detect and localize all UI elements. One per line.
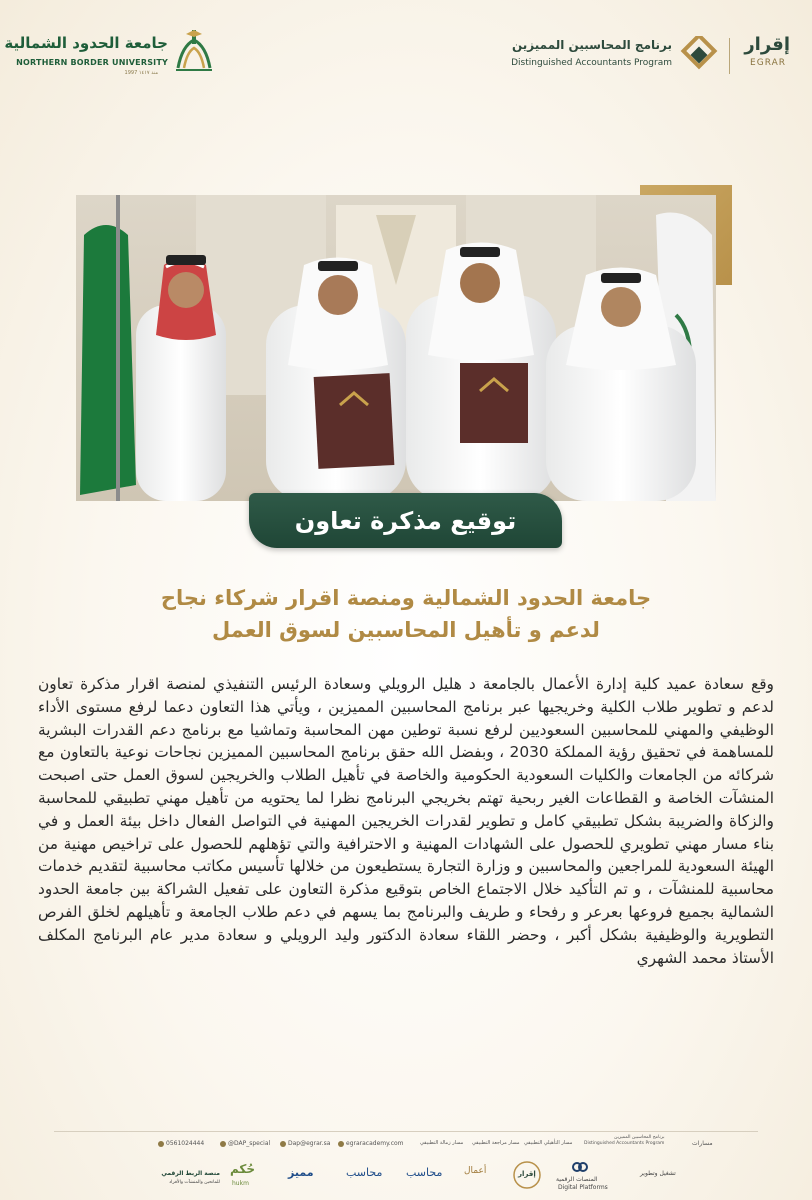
- contact-handle-text: @DAP_special: [228, 1140, 271, 1147]
- partner-logo-7: [512, 1160, 546, 1194]
- partner-logo-6: [464, 1160, 508, 1194]
- northern-border-university-logo: [4, 28, 220, 78]
- track-logo-1: [420, 1140, 463, 1146]
- partner-logo-1: [160, 1160, 220, 1194]
- partner-6-name: أعمال: [464, 1166, 487, 1176]
- signing-photo-illustration: [76, 195, 716, 501]
- globe-icon: [338, 1141, 344, 1147]
- mail-icon: [280, 1141, 286, 1147]
- contact-website-text: egraracademy.com: [346, 1140, 404, 1147]
- footer-partners: [161, 1160, 720, 1196]
- digital-platforms-icon: [572, 1160, 588, 1174]
- partner-9-name: تشغيل وتطوير: [640, 1170, 676, 1177]
- article-body: وقع سعادة عميد كلية إدارة الأعمال بالجامعة د هليل الرويلي وسعادة الرئيس التنفيذي لمنصة اقرار مذكرة تعاون لدعم و تطوير طلاب الكلية وخريجيها عبر برنامج المحاسبين المميزين ، ويأتي هذا التعاون دعما لرفع مستوى الأداء الوظيفي والمهني للمحاسبين السعوديين لرفع نسبة توطين مهن المحاسبة وتماشيا مع برنامج دعم القدرات البشرية للمساهمة في تحقيق رؤية المملكة 2030 ، وبفضل الله حقق برنامج المحاسبين المميزين نجاحات نوعية بالتعاون مع شركائه من الجامعات والكليات السعودية الحكومية والخاصة في تأهيل الطلاب والخريجين لسوق العمل حتى اصبحت المنشآت الخاصة و القطاعات الغير ربحية تهتم بخريجي البرنامج نظرا لما يحتويه من تأهيل مهني تطبيقي للمحاسبة والزكاة والضريبة بشكل تطبيقي كامل و تطوير لقدرات الخريجين المهنية في التواصل الفعال داخل بيئة العمل و في بناء مسار مهني تطويري للحصول على الشهادات المهنية و الاحترافية والتي تؤهلهم للحصول على تراخيص مهنية من الهيئة السعودية للمراجعين والمحاسبين و وزارة التجارة يستطيعون من خلالها تأسيس مكاتب محاسبية لتقديم خدمات محاسبية للمنشآت ، و تم التأكيد خلال الاجتماع الخاص بتوقيع مذكرة التعاون على تفعيل الشراكة بين جامعة الحدود الشمالية بجميع فروعها بعرعر و رفحاء و طريف والبرنامج بما يسهم في دعم طلاب الجامعة و تأهيلهم لخلق الفرص التطويرية والوظيفية بشكل أكبر ، وحضر اللقاء سعادة الدكتور وليد الرويلي و سعادة مدير عام البرنامج المكلف الأستاذ محمد الشهري: [38, 675, 774, 967]
- partner-logo-4: [346, 1160, 388, 1194]
- track-1-name: زمالة التطبيقي: [420, 1140, 451, 1146]
- track-4-top: برنامج المحاسبين المميزين: [614, 1135, 665, 1140]
- partner-logo-3: [288, 1160, 328, 1194]
- track-4-name: Distinguished Accountants Program: [584, 1141, 665, 1146]
- partner-2-sub: hukm: [232, 1180, 249, 1187]
- header: [0, 0, 812, 110]
- partner-8-sub: Digital Platforms: [558, 1184, 608, 1191]
- phone-icon: [158, 1141, 164, 1147]
- partner-5-name: محاسب: [406, 1166, 443, 1179]
- program-name-en: Distinguished Accountants Program: [511, 58, 672, 68]
- partner-4-name: محاسب: [346, 1166, 383, 1179]
- university-name-ar: جامعة الحدود الشمالية: [4, 34, 168, 52]
- footer-divider: [54, 1131, 758, 1132]
- track-logo-3: [524, 1140, 572, 1146]
- track-logo-2: [472, 1140, 520, 1146]
- partner-3-name: مميز: [288, 1166, 314, 1179]
- headline-line-2: لدعم و تأهيل المحاسبين لسوق العمل: [212, 618, 600, 642]
- track-1-top: مسار: [452, 1140, 464, 1146]
- partner-1-sub: للمانحين والمنشآت والأفراد: [169, 1180, 220, 1185]
- track-3-top: مسار: [561, 1140, 573, 1146]
- contact-handle: [220, 1140, 270, 1147]
- logo-divider: [729, 38, 730, 74]
- egrar-emblem-icon: [680, 36, 718, 74]
- footer-contacts: [60, 1134, 760, 1154]
- track-2-name: مراجعة التطبيقي: [472, 1140, 507, 1146]
- partner-logo-9: [640, 1160, 710, 1194]
- partner-7-name: إقرار: [518, 1170, 536, 1178]
- university-emblem-icon: [172, 28, 216, 74]
- egrar-logo: [490, 34, 790, 80]
- egrar-brand-en: EGRAR: [750, 58, 786, 68]
- program-name-ar: برنامج المحاسبين المميزين: [511, 38, 672, 52]
- partner-1-name: منصة الربط الرقمي: [161, 1170, 220, 1177]
- at-icon: [220, 1141, 226, 1147]
- partner-8-name: المنصات الرقمية: [556, 1176, 598, 1183]
- contact-phone-text: 0561024444: [166, 1140, 205, 1147]
- track-2-top: مسار: [508, 1140, 520, 1146]
- contact-email-text: Dap@egrar.sa: [288, 1140, 331, 1147]
- track-logo-5: [692, 1140, 713, 1147]
- partner-logo-8: [556, 1160, 616, 1194]
- track-5-top: مسارات: [692, 1140, 713, 1147]
- egrar-brand-ar: إقرار: [744, 34, 790, 55]
- signing-photo: [76, 195, 716, 501]
- partner-logo-5: [406, 1160, 446, 1194]
- university-founded: 1997 ۱٤۱۷ منذ: [124, 70, 158, 76]
- track-3-name: التأهيلي التطبيقي: [524, 1140, 560, 1146]
- title-banner: [249, 493, 562, 548]
- contact-website: [338, 1140, 404, 1147]
- banner-label: توقيع مذكرة تعاون: [294, 506, 517, 535]
- contact-phone: [158, 1140, 204, 1147]
- contact-email: [280, 1140, 330, 1147]
- headline-line-1: جامعة الحدود الشمالية ومنصة اقرار شركاء نجاح: [160, 586, 652, 610]
- track-logo-4: [584, 1135, 664, 1147]
- partner-2-name: حُكم: [230, 1162, 256, 1176]
- partner-logo-2: [228, 1160, 264, 1194]
- university-name-en: NORTHERN BORDER UNIVERSITY: [16, 58, 168, 67]
